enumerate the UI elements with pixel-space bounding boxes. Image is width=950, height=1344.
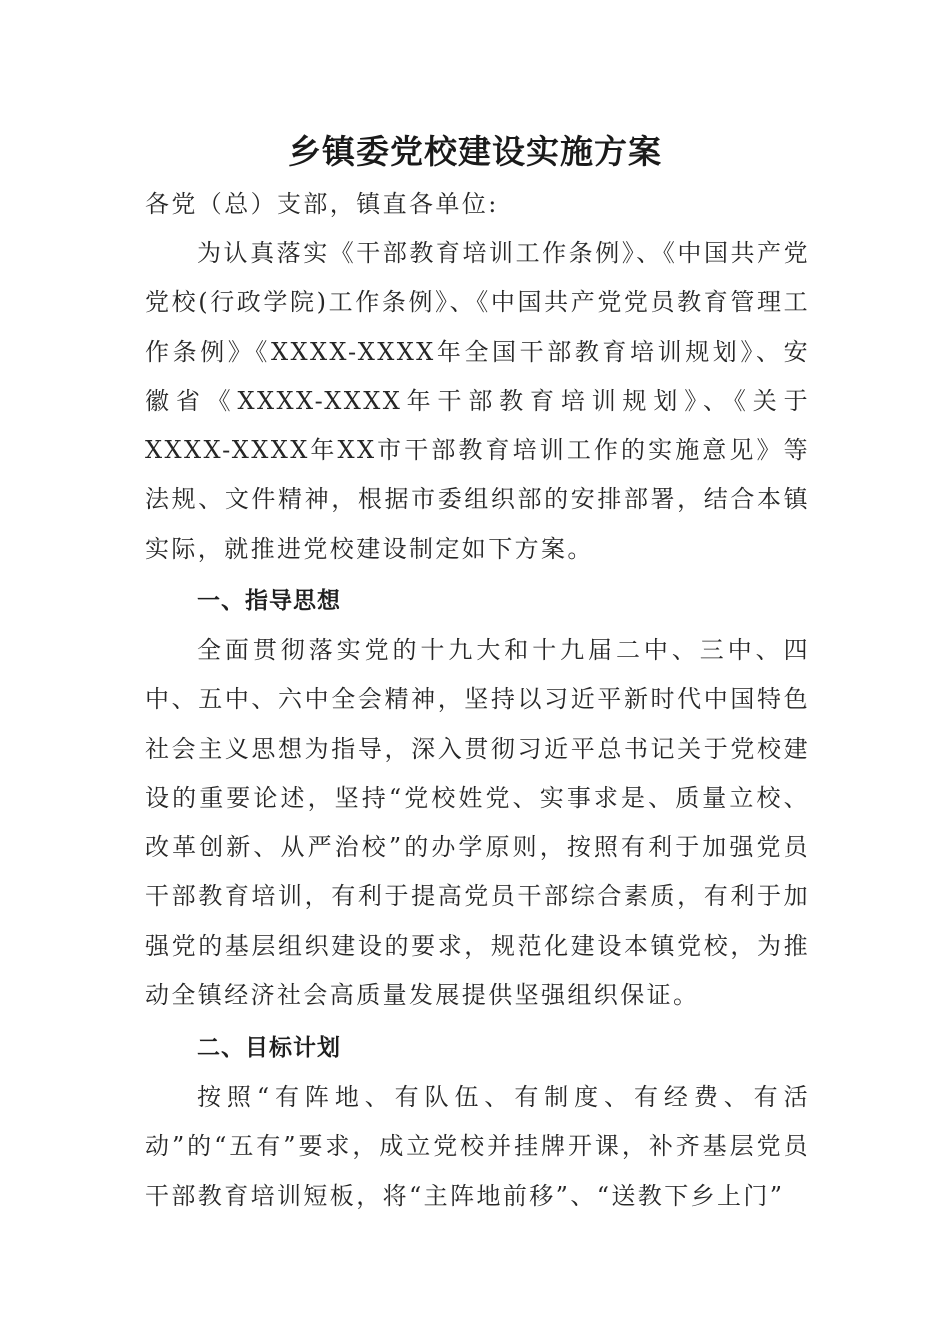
section-heading-goals [145,1024,810,1073]
paragraph-guiding-ideology [145,626,810,1020]
paragraph-text: 全面贯彻落实党的十九大和十九届二中、三中、四中、五中、六中全会精神，坚持以习近平新时代中国特色社会主义思想为指导，深入贯彻习近平总书记关于党校建设的重要论述，坚持“党校姓党、实事求是、质量立校、改革创新、从严治校”的办学原则，按照有利于加强党员干部教育培训，有利于提高党员干部综合素质，有利于加强党的基层组织建设的要求，规范化建设本镇党校，为推动全镇经济社会高质量发展提供坚强组织保证。 [145,636,810,1010]
paragraph-goals [145,1073,810,1221]
salutation: 各党（总）支部，镇直各单位: [145,190,499,218]
paragraph-text: 按照“有阵地、有队伍、有制度、有经费、有活动”的“五有”要求，成立党校并挂牌开课，补齐基层党员干部教育培训短板，将“主阵地前移”、“送教下乡上门” [145,1083,810,1210]
document-title: 乡镇委党校建设实施方案 [288,132,662,171]
section-heading-guiding-ideology [145,577,810,626]
paragraph-intro [145,229,810,574]
heading-text: 二、目标计划 [197,1035,341,1061]
heading-text: 一、指导思想 [197,588,341,614]
paragraph-text: 为认真落实《干部教育培训工作条例》、《中国共产党党校(行政学院)工作条例》、《中国共产党党员教育管理工作条例》《XXXX-XXXX年全国干部教育培训规划》、安徽省《XXXX-XXXX年干部教育培训规划》、《关于XXXX-XXXX年XX市干部教育培训工作的实施意见》等法规、文件精神，根据市委组织部的安排部署，结合本镇实际，就推进党校建设制定如下方案。 [145,239,810,563]
